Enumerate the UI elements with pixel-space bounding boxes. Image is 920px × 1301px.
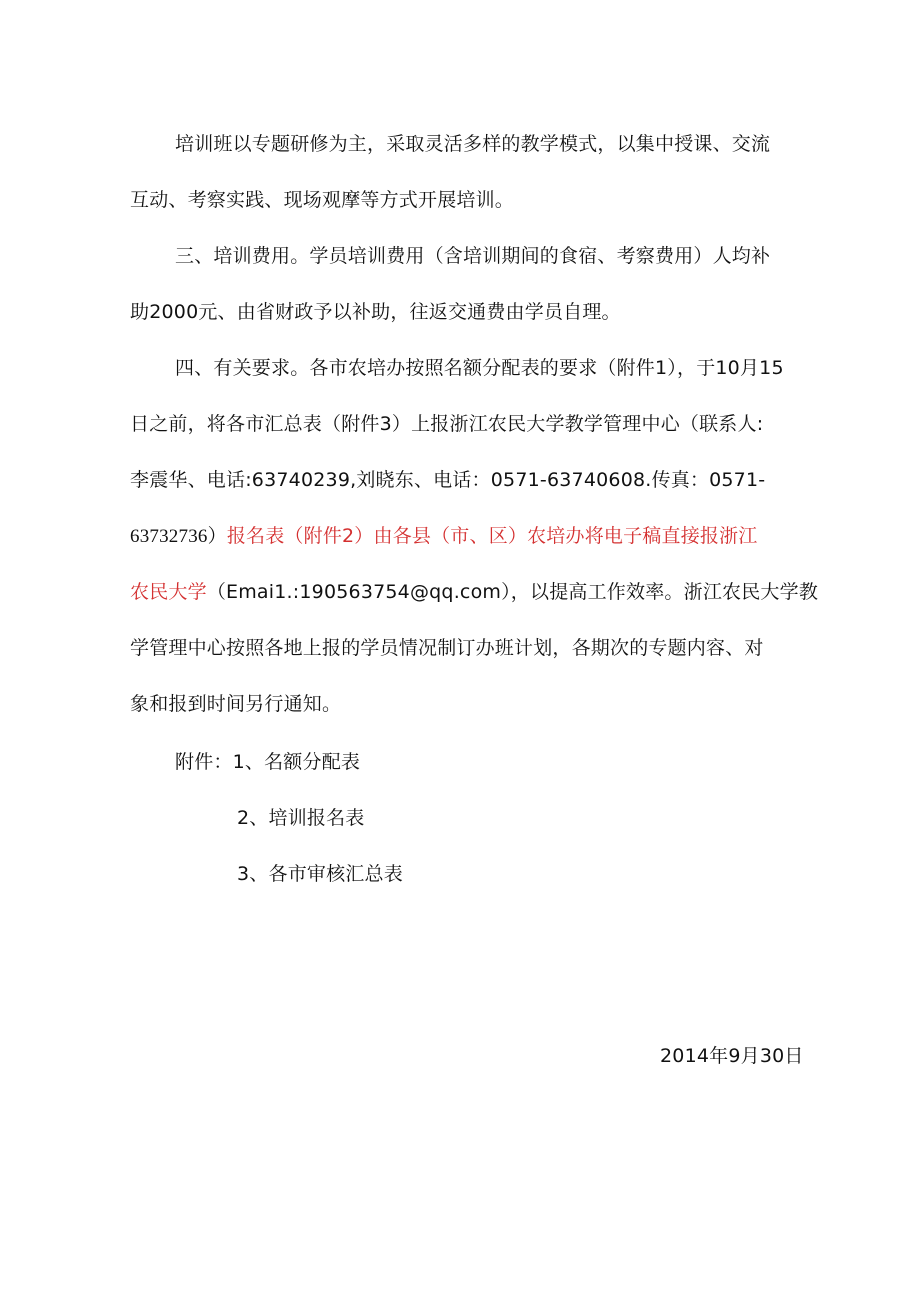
paragraph-3-line-4 bbox=[130, 522, 758, 551]
paragraph-3-line-5 bbox=[130, 578, 818, 606]
document-date: 2014年9月30日 bbox=[660, 1045, 804, 1067]
registration-form-notice: 报名表（附件2）由各县（市、区）农培办将电子稿直接报浙江 bbox=[226, 525, 758, 547]
fax-number-tail: 63732736） bbox=[130, 526, 227, 547]
paragraph-3-line-3: 李震华、电话:63740239,刘晓东、电话：0571-63740608.传真：0571- bbox=[130, 469, 766, 491]
paragraph-3-line-7: 象和报到时间另行通知。 bbox=[130, 693, 342, 715]
attachment-prefix: 附件： bbox=[175, 751, 233, 773]
attachment-list-first bbox=[175, 748, 360, 776]
attachment-item-3: 3、各市审核汇总表 bbox=[237, 863, 403, 885]
attachment-item-2: 2、培训报名表 bbox=[237, 807, 365, 829]
paragraph-2-line-2: 助2000元、由省财政予以补助，往返交通费由学员自理。 bbox=[130, 301, 621, 323]
email-sentence: （Emai1.:190563754@qq.com），以提高工作效率。浙江农民大学教 bbox=[206, 581, 819, 603]
paragraph-3-line-2: 日之前，将各市汇总表（附件3）上报浙江农民大学教学管理中心（联系人: bbox=[130, 413, 764, 435]
paragraph-3-line-1: 四、有关要求。各市农培办按照名额分配表的要求（附件1），于10月15 bbox=[175, 357, 784, 379]
paragraph-3-line-6: 学管理中心按照各地上报的学员情况制订办班计划，各期次的专题内容、对 bbox=[130, 637, 764, 659]
paragraph-1-line-1: 培训班以专题研修为主，采取灵活多样的教学模式，以集中授课、交流 bbox=[175, 133, 771, 155]
paragraph-2-line-1: 三、培训费用。学员培训费用（含培训期间的食宿、考察费用）人均补 bbox=[175, 245, 771, 267]
paragraph-1-line-2: 互动、考察实践、现场观摩等方式开展培训。 bbox=[130, 189, 515, 211]
university-name-highlight: 农民大学 bbox=[130, 581, 207, 603]
attachment-item-1: 1、名额分配表 bbox=[232, 751, 361, 773]
